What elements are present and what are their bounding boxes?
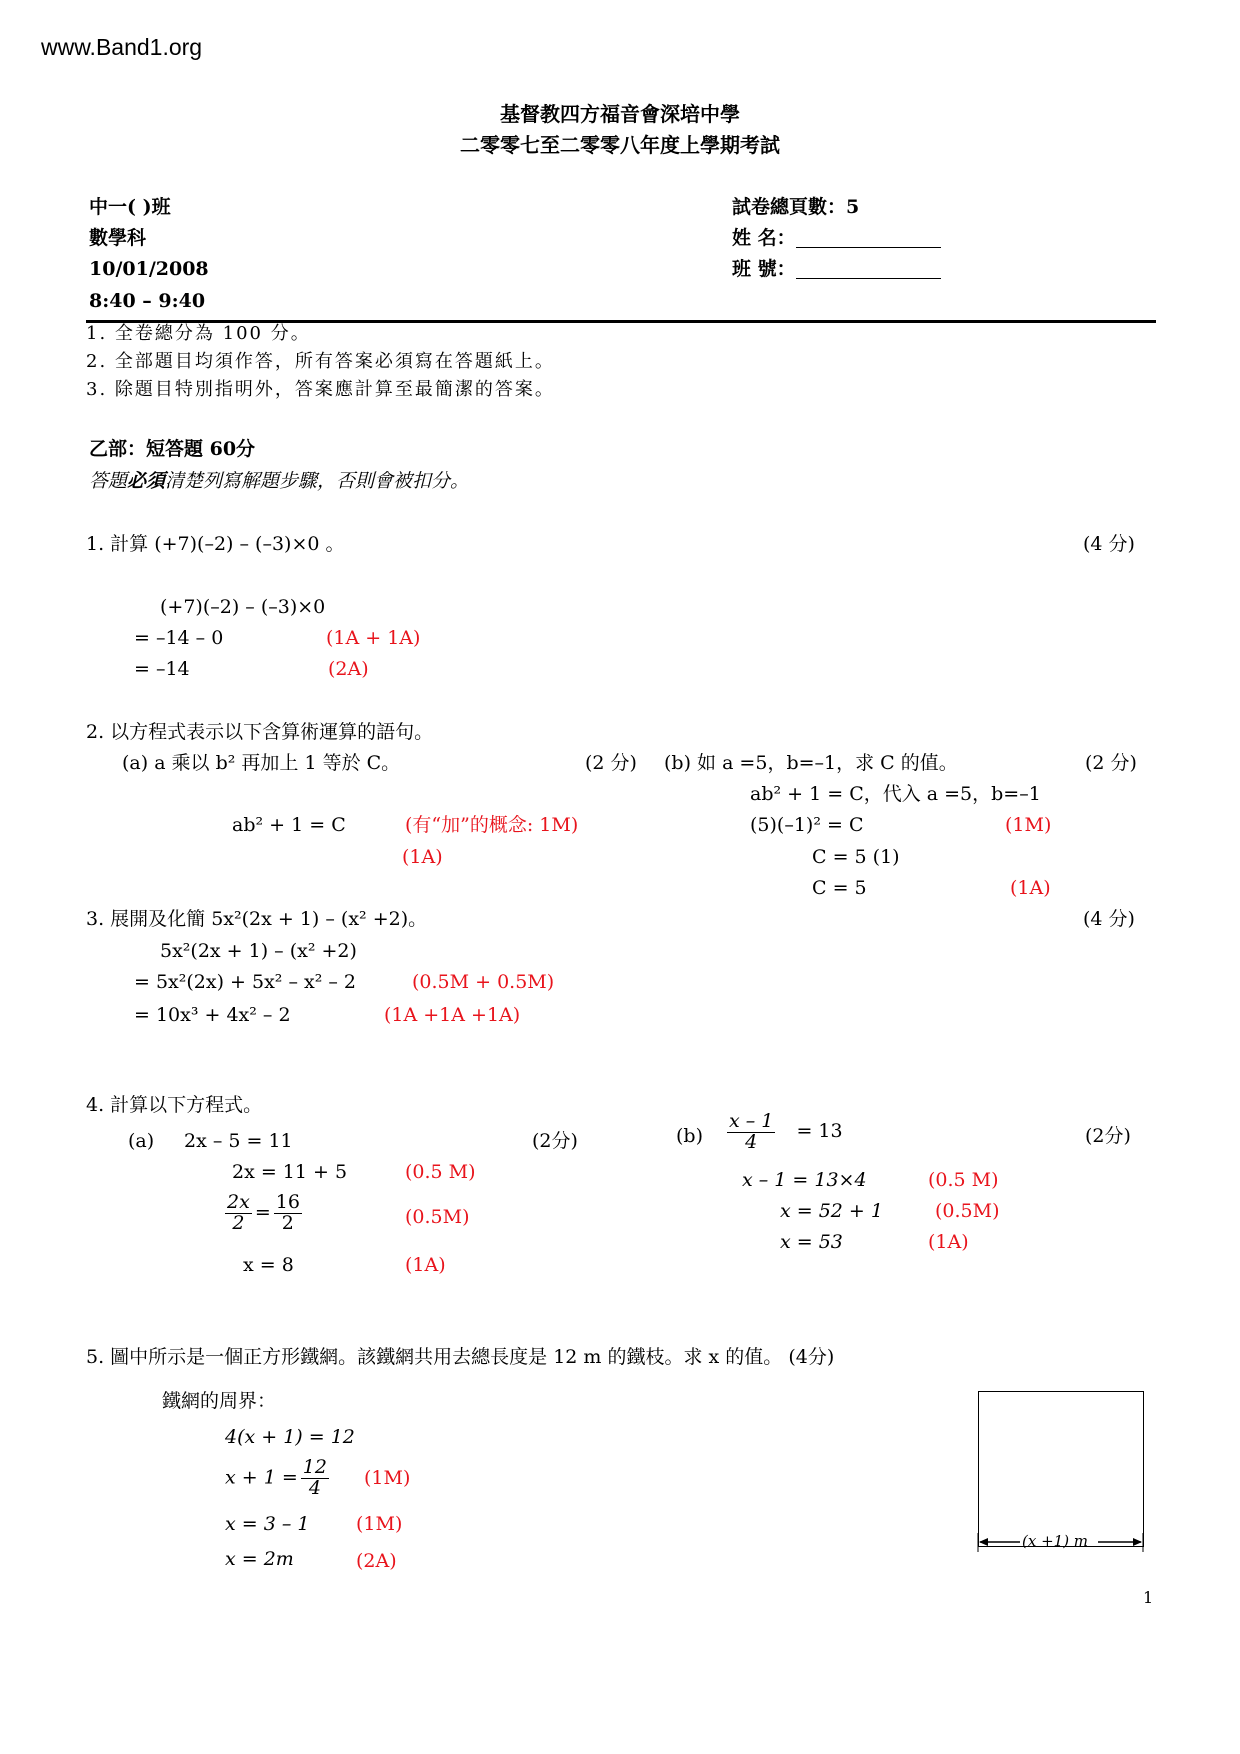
q4a-mark-red: (0.5M) xyxy=(405,1206,470,1228)
q3-marks: (4 分) xyxy=(1083,908,1135,930)
square-fence-figure xyxy=(978,1391,1144,1550)
q4-question: 4. 計算以下方程式。 xyxy=(86,1094,263,1116)
instruction-3: 3. 除題目特別指明外，答案應計算至最簡潔的答案。 xyxy=(86,379,555,400)
q2a-answer: ab² + 1 = C xyxy=(232,814,346,836)
q4b-mark-red: (0.5M) xyxy=(935,1200,1000,1222)
q4a-line: x = 8 xyxy=(243,1254,294,1276)
figure-side-label: (x +1) m xyxy=(1022,1532,1089,1550)
q2b-line: ab² + 1 = C，代入 a =5，b=–1 xyxy=(750,783,1041,805)
q1-mark-red: (1A + 1A) xyxy=(326,627,421,649)
denominator: 4 xyxy=(308,1476,321,1499)
q5-line: 4(x + 1) = 12 xyxy=(225,1426,355,1448)
q1-question: 1. 計算 (+7)(–2) – (–3)×0 。 xyxy=(86,533,345,555)
q4a-marks: (2分) xyxy=(532,1130,578,1152)
q5-line: x = 3 – 1 xyxy=(225,1513,310,1535)
q1-line: (+7)(–2) – (–3)×0 xyxy=(160,596,326,618)
instruction-1: 1. 全卷總分為 100 分。 xyxy=(86,323,311,344)
note-text: 清楚列寫解題步驟，否則會被扣分。 xyxy=(165,470,470,492)
q3-mark-red: (1A +1A +1A) xyxy=(384,1004,521,1026)
section-title: 乙部：短答題 60分 xyxy=(89,438,256,460)
q5-mark-red: (1M) xyxy=(356,1513,403,1535)
q5-mark-red: (2A) xyxy=(356,1550,397,1572)
q2b-line: (5)(–1)² = C xyxy=(750,814,864,836)
q5-line: x = 2m xyxy=(225,1548,294,1570)
q2a-question: (a) a 乘以 b² 再加上 1 等於 C。 xyxy=(122,752,401,774)
school-name: 基督教四方福音會深培中學 xyxy=(500,102,740,126)
q4b-line: x – 1 = 13×4 xyxy=(742,1169,867,1191)
q1-mark-red: (2A) xyxy=(328,658,369,680)
instruction-2: 2. 全部題目均須作答，所有答案必須寫在答題紙上。 xyxy=(86,351,555,372)
q2b-line: C = 5 (1) xyxy=(812,846,900,868)
numerator: 2x xyxy=(227,1191,250,1213)
note-text: 答題 xyxy=(89,470,128,492)
q4b-mark-red: (1A) xyxy=(928,1231,969,1253)
number-label: 班 號： xyxy=(732,258,796,280)
lhs: x + 1 = xyxy=(225,1466,298,1489)
q2b-question: (b) 如 a =5，b=–1，求 C 的值。 xyxy=(664,752,958,774)
q3-question: 3. 展開及化簡 5x²(2x + 1) – (x² +2)。 xyxy=(86,908,428,930)
rhs: = 13 xyxy=(796,1120,843,1143)
q5-heading: 鐵網的周界： xyxy=(162,1390,277,1412)
q2b-mark-red: (1A) xyxy=(1010,877,1051,899)
q2a-mark-red: (1A) xyxy=(402,846,443,868)
number-field[interactable] xyxy=(732,260,941,279)
q4a-fraction-line: $\frac{2x}{2}$ = $\frac{16}{2}$ xyxy=(227,1191,300,1234)
q3-line: = 10x³ + 4x² – 2 xyxy=(134,1004,291,1026)
q2b-mark-red: (1M) xyxy=(1005,814,1052,836)
q3-line: 5x²(2x + 1) – (x² +2) xyxy=(160,940,357,962)
denominator: 4 xyxy=(745,1130,758,1153)
denominator: 2 xyxy=(232,1211,245,1234)
numerator: x – 1 xyxy=(729,1110,774,1132)
exam-title: 二零零七至二零零八年度上學期考試 xyxy=(460,133,780,157)
section-note xyxy=(89,472,469,491)
q4a-mark-red: (1A) xyxy=(405,1254,446,1276)
watermark: www.Band1.org xyxy=(41,34,203,60)
q4b-label: (b) xyxy=(676,1125,703,1147)
q2-question: 2. 以方程式表示以下含算術運算的語句。 xyxy=(86,721,434,743)
total-pages: 試卷總頁數：5 xyxy=(732,196,860,218)
q4b-mark-red: (0.5 M) xyxy=(928,1169,999,1191)
date: 10/01/2008 xyxy=(89,258,209,280)
q5-question: 5. 圖中所示是一個正方形鐵網。該鐵網共用去總長度是 12 m 的鐵枝。求 x 的值。 (4分) xyxy=(86,1346,835,1368)
q3-mark-red: (0.5M + 0.5M) xyxy=(412,971,555,993)
q4a-equation: 2x – 5 = 11 xyxy=(184,1130,293,1152)
q4b-equation xyxy=(724,1112,843,1153)
name-label: 姓 名： xyxy=(732,227,796,249)
page-number: 1 xyxy=(1143,1588,1154,1607)
q4b-line: x = 52 + 1 xyxy=(780,1200,883,1222)
name-field[interactable] xyxy=(732,229,941,248)
numerator: 12 xyxy=(302,1456,327,1478)
class-label: 中一( )班 xyxy=(89,196,171,218)
q5-fraction-line xyxy=(225,1458,332,1499)
q4a-label: (a) xyxy=(128,1130,155,1152)
denominator: 2 xyxy=(281,1211,294,1234)
time: 8:40 – 9:40 xyxy=(89,290,206,312)
q2b-line: C = 5 xyxy=(812,877,867,899)
q4b-line: x = 53 xyxy=(780,1231,843,1253)
q2a-marks: (2 分) xyxy=(585,752,637,774)
q5-mark-red: (1M) xyxy=(364,1467,411,1489)
q4a-line: 2x = 11 + 5 xyxy=(232,1161,348,1183)
q1-marks: (4 分) xyxy=(1083,533,1135,555)
note-bold: 必須 xyxy=(127,470,166,492)
q1-line: = –14 xyxy=(134,658,190,680)
q4b-marks: (2分) xyxy=(1085,1125,1131,1147)
q3-line: = 5x²(2x) + 5x² – x² – 2 xyxy=(134,971,357,993)
q1-line: = –14 – 0 xyxy=(134,627,224,649)
q4a-mark-red: (0.5 M) xyxy=(405,1161,476,1183)
q2a-mark-red: (有“加”的概念: 1M) xyxy=(405,814,579,836)
subject: 數學科 xyxy=(89,227,147,249)
q2b-marks: (2 分) xyxy=(1085,752,1137,774)
numerator: 16 xyxy=(275,1191,300,1213)
